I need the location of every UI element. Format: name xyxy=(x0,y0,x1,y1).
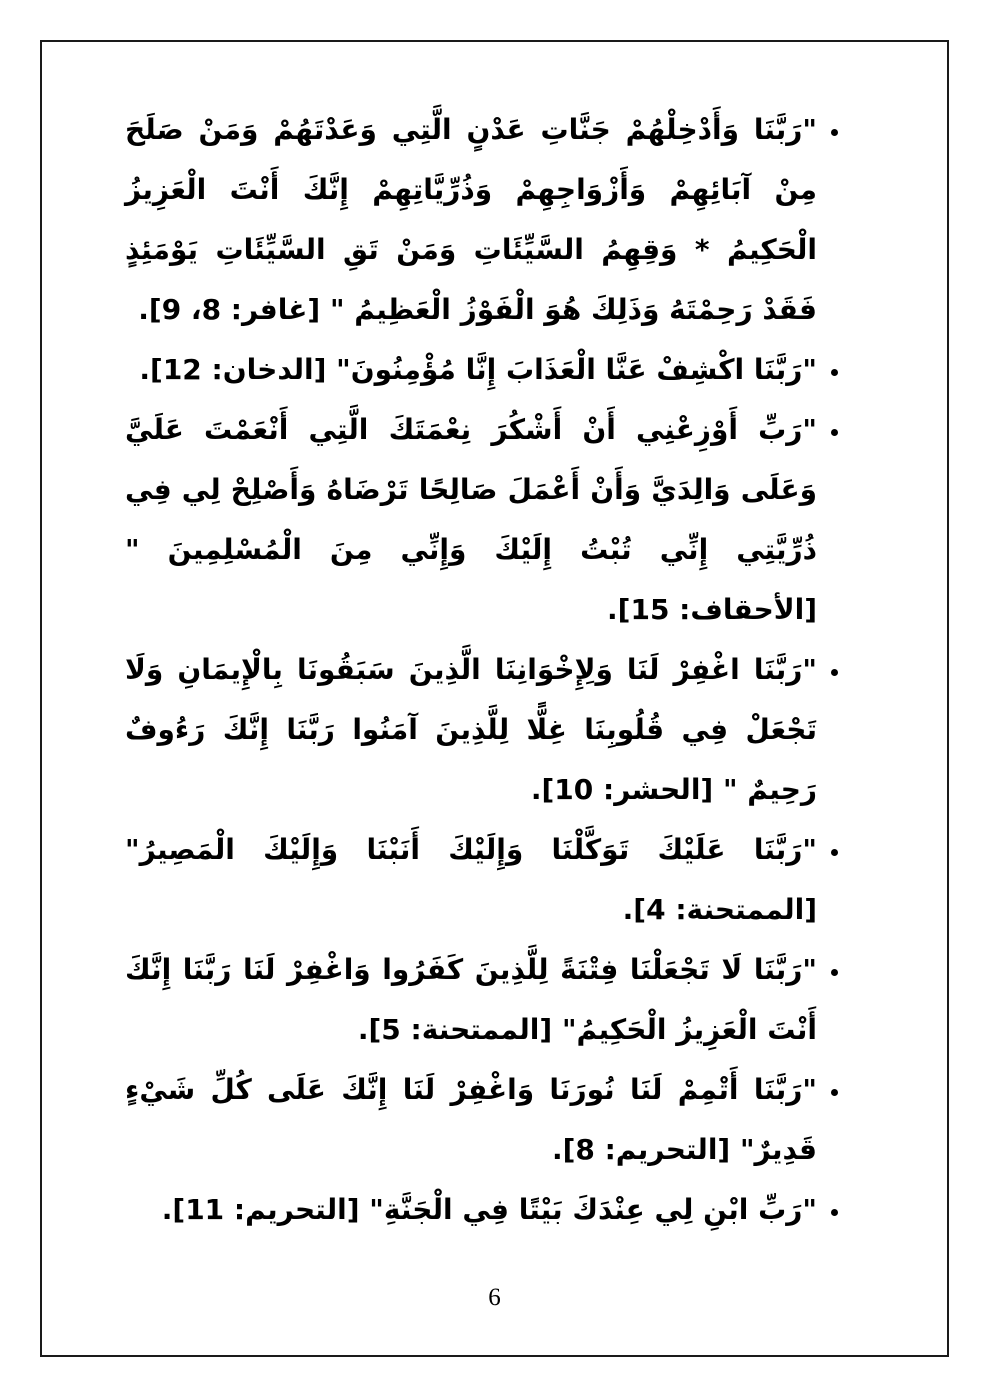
dua-reference: [الدخان: 12]. xyxy=(139,353,327,386)
page-number: 6 xyxy=(488,1284,501,1311)
dua-list-item xyxy=(125,400,817,640)
dua-quote: "رَبَّنَا لَا تَجْعَلْنَا فِتْنَةً لِلَّذِينَ كَفَرُوا وَاغْفِرْ لَنَا رَبَّنَا إِنَّكَ أَنْتَ الْعَزِيزُ الْحَكِيمُ" xyxy=(125,953,817,1046)
dua-reference: [الأحقاف: 15]. xyxy=(607,593,817,626)
dua-quote: "رَبَّنَا وَأَدْخِلْهُمْ جَنَّاتِ عَدْنٍ الَّتِي وَعَدْتَهُمْ وَمَنْ صَلَحَ مِنْ آبَائِهِمْ وَأَزْوَاجِهِمْ وَذُرِّيَّاتِهِمْ إِنَّكَ أَنْتَ الْعَزِيزُ الْحَكِيمُ * وَقِهِمُ السَّيِّئَاتِ وَمَنْ تَقِ السَّيِّئَاتِ يَوْمَئِذٍ فَقَدْ رَحِمْتَهُ وَذَلِكَ هُوَ الْفَوْزُ الْعَظِيمُ " xyxy=(125,113,817,326)
dua-quote: "رَبَّنَا اكْشِفْ عَنَّا الْعَذَابَ إِنَّا مُؤْمِنُونَ" xyxy=(336,353,817,386)
dua-list-item xyxy=(125,1180,817,1240)
dua-quote: "رَبَّنَا اغْفِرْ لَنَا وَلِإِخْوَانِنَا الَّذِينَ سَبَقُونَا بِالْإِيمَانِ وَلَا تَجْعَلْ فِي قُلُوبِنَا غِلًّا لِلَّذِينَ آمَنُوا رَبَّنَا إِنَّكَ رَءُوفٌ رَحِيمٌ " xyxy=(125,653,817,806)
dua-reference: [غافر: 8، 9]. xyxy=(138,293,321,326)
dua-reference: [التحريم: 8]. xyxy=(551,1133,731,1166)
dua-list-item xyxy=(125,820,817,940)
dua-list-item xyxy=(125,940,817,1060)
dua-quote: "رَبِّ أَوْزِعْنِي أَنْ أَشْكُرَ نِعْمَتَكَ الَّتِي أَنْعَمْتَ عَلَيَّ وَعَلَى وَالِدَيَّ وَأَنْ أَعْمَلَ صَالِحًا تَرْضَاهُ وَأَصْلِحْ لِي فِي ذُرِّيَّتِي إِنِّي تُبْتُ إِلَيْكَ وَإِنِّي مِنَ الْمُسْلِمِينَ " xyxy=(125,413,817,566)
dua-reference: [الممتحنة: 4]. xyxy=(622,893,817,926)
dua-reference: [الحشر: 10]. xyxy=(530,773,714,806)
dua-list-item xyxy=(125,1060,817,1180)
dua-quote: "رَبَّنَا أَتْمِمْ لَنَا نُورَنَا وَاغْفِرْ لَنَا إِنَّكَ عَلَى كُلِّ شَيْءٍ قَدِيرٌ" xyxy=(125,1073,817,1166)
dua-quote: "رَبَّنَا عَلَيْكَ تَوَكَّلْنَا وَإِلَيْكَ أَنَبْنَا وَإِلَيْكَ الْمَصِيرُ" xyxy=(125,833,817,866)
dua-quote: "رَبِّ ابْنِ لِي عِنْدَكَ بَيْتًا فِي الْجَنَّةِ" xyxy=(369,1193,817,1226)
dua-list-item xyxy=(125,640,817,820)
dua-list-item xyxy=(125,100,817,340)
dua-list-item xyxy=(125,340,817,400)
dua-reference: [التحريم: 11]. xyxy=(161,1193,360,1226)
dua-reference: [الممتحنة: 5]. xyxy=(357,1013,553,1046)
dua-list xyxy=(125,100,817,1240)
